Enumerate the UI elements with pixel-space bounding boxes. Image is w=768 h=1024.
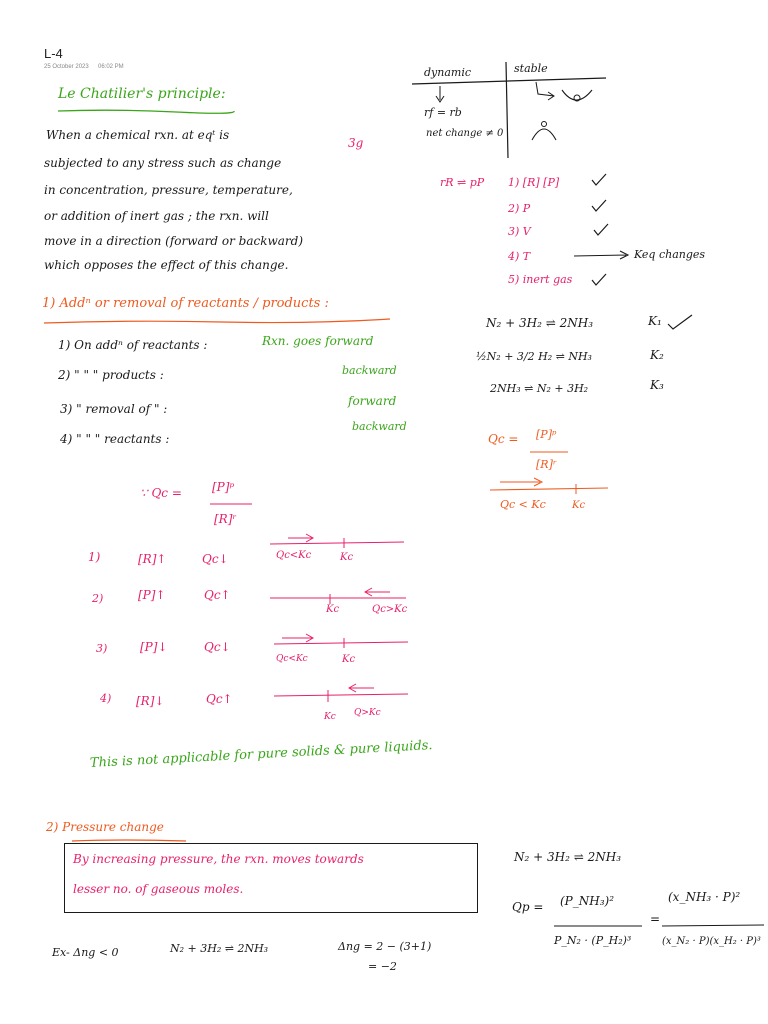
delta-ng-line-2: = −2 [368,960,397,973]
case-3-left: Qc<Kc [276,654,308,664]
stress-item-1: 1) [R] [P] [508,176,560,189]
stress-item-5: 5) inert gas [508,273,573,286]
qc-right-lhs: Qc = [488,432,519,446]
principle-heading: Le Chatilier's principle: [58,86,226,102]
case-1-left: Qc<Kc [276,550,312,561]
case-3-right: Kc [342,654,356,665]
k-eq-2: ½N₂ + 3/2 H₂ ⇌ NH₃ [476,350,592,363]
x-denominator: (x_N₂ · P)(x_H₂ · P)³ [662,936,761,947]
qc-center-denominator: [R]ʳ [214,512,237,526]
qc-center-numerator: [P]ᵖ [212,480,235,494]
k2-label: K₂ [650,348,664,362]
case-1-right: Kc [340,552,354,563]
section1-row-1-label: 1) On addⁿ of reactants : [58,338,208,352]
qc-right-lines [480,450,620,500]
pressure-rule-line-2: lesser no. of gaseous moles. [73,882,244,896]
principle-line-4: or addition of inert gas ; the rxn. will [44,209,269,223]
pressure-rule-box [64,843,478,913]
case-1-num: 1) [88,550,101,564]
x-numerator: (x_NH₃ · P)² [668,890,741,904]
qp-fraction-bars [550,924,768,930]
side-note: 3g [348,136,364,150]
principle-line-2: subjected to any stress such as change [44,156,282,170]
k-eq-3: 2NH₃ ⇌ N₂ + 3H₂ [490,382,589,395]
case-2-num: 2) [92,592,104,605]
case-2-conc: [P]↑ [138,588,166,602]
case-4-left: Kc [324,712,336,722]
section1-row-2-label: 2) " " " products : [58,368,164,382]
qc-center-lhs: ∵ Qc = [140,486,182,500]
case-4-qc: Qc↑ [206,692,233,706]
page-date: 25 October 2023 [44,64,89,70]
case-number-lines [266,528,416,718]
principle-line-6: which opposes the effect of this change. [44,258,289,272]
delta-ng-line-1: Δng = 2 − (3+1) [338,940,432,953]
principle-heading-underline [56,108,236,114]
page-time: 06:02 PM [98,64,124,70]
case-2-left: Kc [326,604,340,615]
section1-row-4-result: backward [352,420,407,433]
keq-changes-note: Keq changes [634,248,706,261]
qc-right-denominator: [R]ʳ [536,458,557,471]
section2-reaction: N₂ + 3H₂ ⇌ 2NH₃ [514,850,621,864]
qc-right-line-left: Qc < Kc [500,498,546,511]
example-label: Ex- Δng < 0 [52,946,119,959]
pure-solids-note: This is not applicable for pure solids & pure liquids. [89,738,433,771]
dynamic-label: dynamic [424,66,472,79]
page-title: L-4 [44,46,63,61]
pressure-rule-line-1: By increasing pressure, the rxn. moves towards [73,852,364,866]
k1-label: K₁ [648,314,662,328]
section1-heading-underline [42,318,392,326]
qp-equals: = [650,912,661,926]
case-4-num: 4) [100,692,112,705]
qc-right-numerator: [P]ᵖ [536,428,557,441]
k1-check [666,312,696,332]
k-eq-1: N₂ + 3H₂ ⇌ 2NH₃ [486,316,593,330]
section1-row-2-result: backward [342,364,397,377]
case-3-qc: Qc↓ [204,640,231,654]
section1-row-3-label: 3) " removal of " : [60,402,168,416]
net-change: net change ≠ 0 [426,128,504,139]
qc-center-fraction-bar [208,502,258,506]
case-3-conc: [P]↓ [140,640,168,654]
case-2-right: Qc>Kc [372,604,408,615]
section2-heading: 2) Pressure change [46,820,164,834]
qc-right-line-right: Kc [572,500,586,511]
stress-reaction: rR ⇌ pP [440,176,485,189]
section1-row-4-label: 4) " " " reactants : [60,432,170,446]
stress-item-4: 4) T [508,250,531,263]
stress-item-3: 3) V [508,225,531,238]
case-4-conc: [R]↓ [136,694,165,708]
principle-line-5: move in a direction (forward or backward) [44,234,304,248]
qp-numerator: (P_NH₃)² [560,894,615,908]
case-1-conc: [R]↑ [138,552,167,566]
qp-denominator: P_N₂ · (P_H₂)³ [554,934,632,947]
principle-line-1: When a chemical rxn. at eqᵗ is [46,128,230,142]
section1-row-1-result: Rxn. goes forward [262,334,374,348]
rate-equality: rf = rb [424,106,462,119]
stress-item-2: 2) P [508,202,531,215]
case-3-num: 3) [96,642,108,655]
example-reaction: N₂ + 3H₂ ⇌ 2NH₃ [170,942,269,955]
case-1-qc: Qc↓ [202,552,229,566]
stress-checkmarks [560,168,710,288]
principle-line-3: in concentration, pressure, temperature, [44,183,293,197]
stable-label: stable [514,62,548,75]
qp-lhs: Qp = [512,900,544,914]
k3-label: K₃ [650,378,664,392]
section1-heading: 1) Addⁿ or removal of reactants / products : [42,296,329,311]
case-2-qc: Qc↑ [204,588,231,602]
case-4-right: Q>Kc [354,708,381,718]
section1-row-3-result: forward [348,394,397,408]
